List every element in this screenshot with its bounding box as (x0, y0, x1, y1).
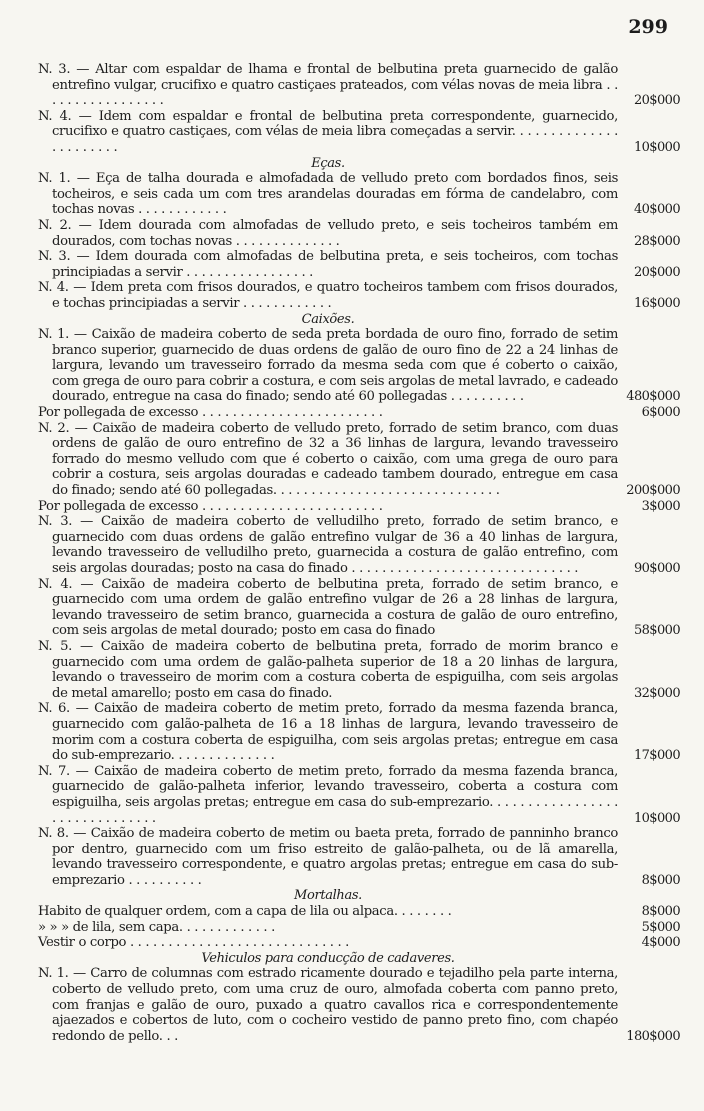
price-value: 180$000 (626, 1028, 680, 1044)
entry-description: Habito de qualquer ordem, com a capa de lila ou alpaca. . . . . . . . 8$000 (38, 904, 680, 920)
entry-description: N. 4. — Idem preta com frisos dourados, e quatro tocheiros tambem com frisos dourados, e tochas principiadas a servir . . . . . . . . . . . . 16$000 (38, 280, 680, 311)
price-value: 90$000 (633, 561, 680, 576)
section-heading: Caixões. (301, 311, 355, 327)
price-entry (38, 280, 680, 311)
entry-description: N. 1. — Eça de talha dourada e almofadada de velludo preto com bordados finos, seis tocheiros, e seis cada um com tres arandelas douradas em fórma de candelabro, com tochas novas . . . . . . . . . . . . 40$000 (38, 171, 680, 218)
price-value: 6$000 (641, 405, 680, 421)
entry-description: N. 3. — Caixão de madeira coberto de velludilho preto, forrado de setim branco, e guarnecido com duas ordens de galão entrefino vulgar de 36 a 40 linhas de largura, levando travesseiro de velludilho preto, guarnecida a costura de galão entrefino, com seis argolas douradas; posto na casa do finado . . . . . . . . . . . . . . . . . . . . . . . . . . . . . . 90$000 (38, 514, 680, 576)
price-entry (38, 764, 680, 826)
entry-description: N. 4. — Caixão de madeira coberto de belbutina preta, forrado de setim branco, e guarnecido com uma ordem de galão entrefino vulgar de 26 a 28 linhas de largura, levando travesseiro de setim branco, guarnecida a costura de galão de ouro entrefino, com seis argolas de metal dourado; posto em casa do finado 58$000 (38, 576, 680, 639)
section-caixoes (38, 312, 680, 889)
price-value: 16$000 (633, 295, 680, 311)
price-entry (38, 249, 680, 280)
page-number: 299 (628, 16, 668, 38)
price-entry (38, 701, 680, 763)
price-entry (38, 499, 680, 515)
price-list (38, 62, 680, 1044)
section-heading: Vehiculos para conducção de cadaveres. (201, 950, 455, 966)
price-value: 8$000 (641, 904, 680, 920)
entry-description: N. 5. — Caixão de madeira coberto de belbutina preta, forrado de morim branco e guarnecido com uma ordem de galão-palheta superior de 18 a 20 linhas de largura, levando o travesseiro de morim com a costura coberta de espiguilha, com seis argolas de metal amarello; posto em casa do finado. 32$000 (38, 638, 680, 701)
price-entry (38, 935, 680, 951)
price-entry (38, 171, 680, 218)
entry-description: » » » de lila, sem capa. . . . . . . . . . . . . 5$000 (38, 919, 680, 935)
price-entry (38, 639, 680, 701)
price-entry (38, 920, 680, 936)
price-value: 4$000 (641, 935, 680, 951)
section-ecas (38, 156, 680, 312)
section-heading: Mortalhas. (294, 888, 362, 904)
entry-description: Vestir o corpo . . . . . . . . . . . . . . . . . . . . . . . . . . . . . 4$000 (38, 935, 680, 951)
entry-description: N. 3. — Altar com espaldar de lhama e frontal de belbutina preta guarnecido de galão entrefino vulgar, crucifixo e quatro castiçaes prateados, com vélas novas de meia libra . . . . . . . . . . . . . . . . . 20$000 (38, 62, 680, 109)
price-entry (38, 904, 680, 920)
price-entry (38, 62, 680, 109)
price-entry (38, 421, 680, 499)
price-value: 10$000 (633, 139, 680, 155)
entry-description: Por pollegada de excesso . . . . . . . . . . . . . . . . . . . . . . . . 6$000 (38, 405, 680, 421)
entry-description: N. 1. — Caixão de madeira coberto de seda preta bordada de ouro fino, forrado de setim branco superior, guarnecido de duas ordens de galão de ouro fino de 22 a 24 linhas de largura, levando um travesseiro forrado da mesma seda com que é coberto o caixão, com grega de ouro para cobrir a costura, e com seis argolas de metal lavrado, e cadeado dourado, entregue na casa do finado; sendo até 60 pollegadas . . . . . . . . . . 480$000 (38, 327, 680, 405)
price-value: 10$000 (633, 810, 680, 826)
price-value: 3$000 (641, 498, 680, 514)
section-altars (38, 62, 680, 156)
price-entry (38, 405, 680, 421)
entry-description: N. 2. — Caixão de madeira coberto de velludo preto, forrado de setim branco, com duas ordens de galão de ouro entrefino de 32 a 36 linhas de largura, levando travesseiro forrado do mesmo velludo com que é coberto o caixão, com uma grega de ouro para cobrir a costura, seis argolas douradas e cadeado tambem dourado, entregue em casa do finado; sendo até 60 pollegadas. . . . . . . . . . . . . . . . . . . . . . . . . . . . . . 200$000 (38, 420, 680, 499)
price-value: 32$000 (633, 685, 680, 701)
price-value: 17$000 (633, 748, 680, 764)
price-entry (38, 218, 680, 249)
price-value: 5$000 (641, 919, 680, 935)
entry-description: N. 2. — Idem dourada com almofadas de velludo preto, e seis tocheiros também em dourados, com tochas novas . . . . . . . . . . . . . . 28$000 (38, 217, 680, 249)
price-value: 20$000 (633, 264, 680, 280)
price-value: 480$000 (626, 389, 680, 405)
price-value: 200$000 (626, 483, 680, 499)
price-value: 40$000 (633, 202, 680, 218)
price-entry (38, 826, 680, 888)
entry-description: N. 7. — Caixão de madeira coberto de metim preto, forrado da mesma fazenda branca, guarnecido de galão-palheta inferior, levando travesseiro, coberta a costura com espiguilha, seis argolas pretas; entregue em casa do sub-emprezario. . . . . . . . . . . . . . . . . . . . . . . . . . . . . . . 10$000 (38, 763, 680, 826)
section-heading: Eças. (311, 155, 345, 171)
price-entry (38, 966, 680, 1044)
entry-description: N. 6. — Caixão de madeira coberto de metim preto, forrado da mesma fazenda branca, guarnecido com galão-palheta de 16 a 18 linhas de largura, levando travesseiro de morim com a costura coberta de espiguilha, com seis argolas pretas; entregue em casa do sub-emprezario. . . . . . . . . . . . . . 17$000 (38, 701, 680, 764)
entry-description: Por pollegada de excesso . . . . . . . . . . . . . . . . . . . . . . . . 3$000 (38, 498, 680, 514)
price-value: 58$000 (633, 623, 680, 639)
price-value: 28$000 (633, 233, 680, 249)
entry-description: N. 8. — Caixão de madeira coberto de metim ou baeta preta, forrado de panninho branco por dentro, guarnecido com um friso estreito de galão-palheta, ou de lã amarella, levando travesseiro correspondente, e quatro argolas pretas; entregue em casa do sub-emprezario . . . . . . . . . . 8$000 (38, 826, 680, 888)
entry-description: N. 1. — Carro de columnas com estrado ricamente dourado e tejadilho pela parte interna, coberto de velludo preto, com uma cruz de ouro, almofada coberta com panno preto, com franjas e galão de ouro, puxado a quatro cavallos rica e correspondentemente ajaezados e cobertos de luto, com o cocheiro vestido de panno preto fino, com chapéo redondo de pello. . . 180$000 (38, 966, 680, 1044)
entry-description: N. 3. — Idem dourada com almofadas de belbutina preta, e seis tocheiros, com tochas principiadas a servir . . . . . . . . . . . . . . . . . 20$000 (38, 249, 680, 280)
price-entry (38, 327, 680, 405)
price-entry (38, 514, 680, 576)
section-mortalhas (38, 888, 680, 950)
price-entry (38, 109, 680, 156)
entry-description: N. 4. — Idem com espaldar e frontal de belbutina preta correspondente, guarnecido, crucifixo e quatro castiçaes, com vélas de meia libra começadas a servir. . . . . . . . . . . . . . . . . . . . . . . 10$000 (38, 108, 680, 155)
price-value: 20$000 (633, 93, 680, 109)
price-value: 8$000 (641, 872, 680, 888)
section-vehiculos (38, 951, 680, 1045)
price-entry (38, 577, 680, 639)
